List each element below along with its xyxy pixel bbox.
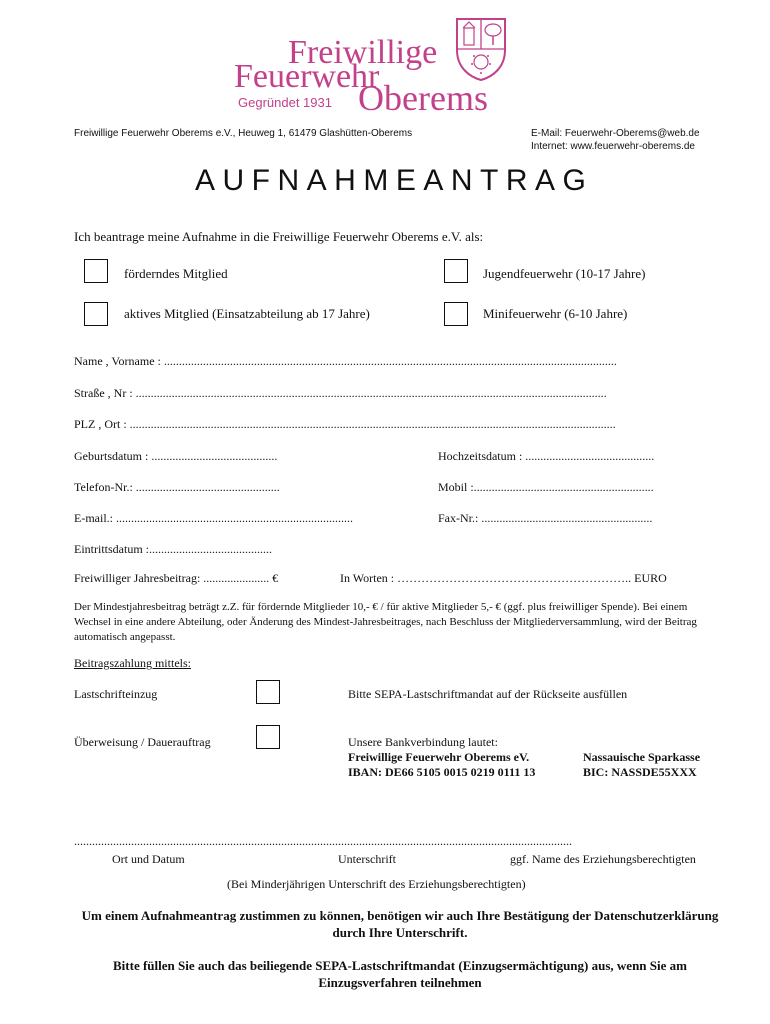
datenschutz-note: Um einem Aufnahmeantrag zustimmen zu können, benötigen wir auch Ihre Bestätigung der Datenschutzerklärung durch Ihre Unterschrift. bbox=[81, 908, 719, 940]
label-lastschrift: Lastschrifteinzug bbox=[74, 687, 158, 701]
field-email[interactable]: E-mail.: ............................................................................... bbox=[74, 511, 353, 525]
bank-institute: Nassauische Sparkasse bbox=[583, 750, 701, 764]
label-ueberweisung: Überweisung / Dauerauftrag bbox=[74, 735, 211, 749]
label-minderjaehrig: (Bei Minderjährigen Unterschrift des Erziehungsberechtigten) bbox=[227, 877, 526, 891]
label-aktives: aktives Mitglied (Einsatzabteilung ab 17 Jahre) bbox=[124, 306, 370, 321]
bank-intro: Unsere Bankverbindung lautet: bbox=[348, 735, 498, 749]
field-fax[interactable]: Fax-Nr.: ......................................................... bbox=[438, 511, 653, 525]
header-internet: Internet: www.feuerwehr-oberems.de bbox=[531, 141, 695, 152]
bank-name: Freiwillige Feuerwehr Oberems eV. bbox=[348, 750, 530, 764]
field-in-worten[interactable]: In Worten : ………………………………………………….. EURO bbox=[340, 571, 667, 585]
logo-line-feuerwehr: Feuerwehr bbox=[234, 58, 380, 95]
bank-bic: BIC: NASSDE55XXX bbox=[583, 765, 697, 779]
logo-line-freiwillige: Freiwillige bbox=[288, 34, 438, 71]
checkbox-lastschrift[interactable] bbox=[256, 680, 280, 704]
field-mobil[interactable]: Mobil :............................................................ bbox=[438, 480, 654, 494]
checkbox-aktives[interactable] bbox=[84, 302, 108, 326]
label-erziehungsberechtigt: ggf. Name des Erziehungsberechtigten bbox=[510, 852, 696, 866]
field-geburtsdatum[interactable]: Geburtsdatum : .......................................... bbox=[74, 449, 278, 463]
label-ort-datum: Ort und Datum bbox=[112, 852, 185, 866]
checkbox-ueberweisung[interactable] bbox=[256, 725, 280, 749]
field-name[interactable]: Name , Vorname : ....................................................................................................................................................... bbox=[74, 354, 617, 368]
checkbox-foerderndes[interactable] bbox=[84, 259, 108, 283]
logo-line-oberems: Oberems bbox=[358, 78, 488, 118]
label-jugend: Jugendfeuerwehr (10-17 Jahre) bbox=[483, 266, 646, 281]
beitrag-hinweis: Der Mindestjahresbeitrag beträgt z.Z. für fördernde Mitglieder 10,- € / für aktive Mitglieder 5,- € (ggf. plus freiwilliger Spende). Bei einem Wechsel in eine andere Abteilung, oder Änderung des Mindest-Jahresbeitrages, nach Beschluss der Mitgliederversammlung, wird der Beitrag automatisch angepasst. bbox=[74, 601, 697, 643]
page-title: AUFNAHMEANTRAG bbox=[195, 164, 594, 197]
header-email: E-Mail: Feuerwehr-Oberems@web.de bbox=[531, 128, 700, 139]
field-eintrittsdatum[interactable]: Eintrittsdatum :......................................... bbox=[74, 542, 272, 556]
label-unterschrift: Unterschrift bbox=[338, 852, 396, 866]
label-foerderndes: förderndes Mitglied bbox=[124, 266, 228, 281]
field-hochzeitsdatum[interactable]: Hochzeitsdatum : ........................................... bbox=[438, 449, 655, 463]
field-jahresbeitrag[interactable]: Freiwilliger Jahresbeitrag: ...................... € bbox=[74, 571, 279, 585]
header-address: Freiwillige Feuerwehr Oberems e.V., Heuweg 1, 61479 Glashütten-Oberems bbox=[74, 128, 413, 139]
signature-line[interactable]: ...................................................................................................................................................................... bbox=[74, 834, 572, 848]
zahlung-heading: Beitragszahlung mittels: bbox=[74, 656, 191, 670]
checkbox-mini[interactable] bbox=[444, 302, 468, 326]
logo-founded: Gegründet 1931 bbox=[238, 95, 332, 110]
coat-of-arms-icon bbox=[454, 16, 508, 82]
field-strasse[interactable]: Straße , Nr : ............................................................................................................................................................. bbox=[74, 386, 607, 400]
sepa-note: Bitte füllen Sie auch das beiliegende SEPA-Lastschriftmandat (Einzugsermächtigung) aus, wenn Sie am Einzugsverfahren teilnehmen bbox=[113, 958, 687, 990]
lastschrift-note: Bitte SEPA-Lastschriftmandat auf der Rückseite ausfüllen bbox=[348, 687, 628, 701]
checkbox-jugend[interactable] bbox=[444, 259, 468, 283]
field-plz-ort[interactable]: PLZ , Ort : .................................................................................................................................................................. bbox=[74, 417, 616, 431]
field-telefon[interactable]: Telefon-Nr.: ................................................ bbox=[74, 480, 280, 494]
logo bbox=[230, 14, 510, 118]
intro-text: Ich beantrage meine Aufnahme in die Freiwillige Feuerwehr Oberems e.V. als: bbox=[74, 229, 484, 244]
bank-iban: IBAN: DE66 5105 0015 0219 0111 13 bbox=[348, 765, 536, 779]
label-mini: Minifeuerwehr (6-10 Jahre) bbox=[483, 306, 628, 321]
